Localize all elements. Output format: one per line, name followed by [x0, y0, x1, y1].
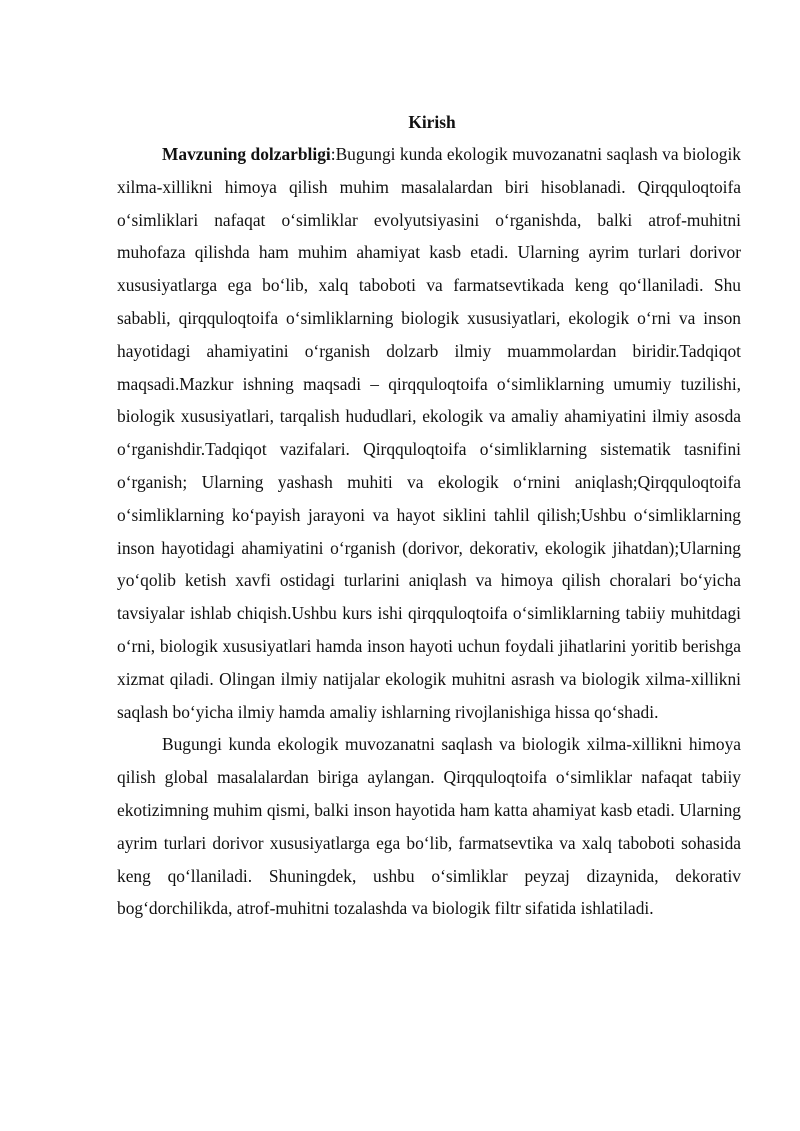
paragraph-lead-bold: Mavzuning dolzarbligi — [162, 144, 331, 164]
paragraph-text: Bugungi kunda ekologik muvozanatni saqlash va biologik xilma-xillikni himoya qilish global masalalardan biriga aylangan. Qirqquloqtoifa o‘simliklar nafaqat tabiiy ekotizimning muhim qismi, balki inson hayotida ham katta ahamiyat kasb etadi. Ularning ayrim turlari dorivor xususiyatlarga ega bo‘lib, farmatsevtika va xalq taboboti sohasida keng qo‘llaniladi. Shuningdek, ushbu o‘simliklar peyzaj dizaynida, dekorativ bog‘dorchilikda, atrof-muhitni tozalashda va biologik filtr sifatida ishlatiladi. — [117, 734, 741, 919]
paragraph-context — [117, 728, 741, 925]
paragraph-introduction — [117, 138, 741, 728]
document-body — [117, 110, 741, 925]
paragraph-text: :Bugungi kunda ekologik muvozanatni saqlash va biologik xilma-xillikni himoya qilish muhim masalalardan biri hisoblanadi. Qirqquloqtoifa o‘simliklari nafaqat o‘simliklar evolyutsiyasini o‘rganishda, balki atrof-muhitni muhofaza qilishda ham muhim ahamiyat kasb etadi. Ularning ayrim turlari dorivor xususiyatlarga ega bo‘lib, xalq taboboti va farmatsevtikada keng qo‘llaniladi. Shu sababli, qirqquloqtoifa o‘simliklarning biologik xususiyatlari, ekologik o‘rni va inson hayotidagi ahamiyatini o‘rganish dolzarb ilmiy muammolardan biridir.Tadqiqot maqsadi.Mazkur ishning maqsadi – qirqquloqtoifa o‘simliklarning umumiy tuzilishi, biologik xususiyatlari, tarqalish hududlari, ekologik va amaliy ahamiyatini ilmiy asosda o‘rganishdir.Tadqiqot vazifalari. Qirqquloqtoifa o‘simliklarning sistematik tasnifini o‘rganish; Ularning yashash muhiti va ekologik o‘rnini aniqlash;Qirqquloqtoifa o‘simliklarning ko‘payish jarayoni va hayot siklini tahlil qilish;Ushbu o‘simliklarning inson hayotidagi ahamiyatini o‘rganish (dorivor, dekorativ, ekologik jihatdan);Ularning yo‘qolib ketish xavfi ostidagi turlarini aniqlash va himoya qilish choralari bo‘yicha tavsiyalar ishlab chiqish.Ushbu kurs ishi qirqquloqtoifa o‘simliklarning tabiiy muhitdagi o‘rni, biologik xususiyatlari hamda inson hayoti uchun foydali jihatlarini yoritib berishga xizmat qiladi. Olingan ilmiy natijalar ekologik muhitni asrash va biologik xilma-xillikni saqlash bo‘yicha ilmiy hamda amaliy ishlarning rivojlanishiga hissa qo‘shadi. — [117, 144, 742, 722]
page-title: Kirish — [408, 112, 456, 132]
